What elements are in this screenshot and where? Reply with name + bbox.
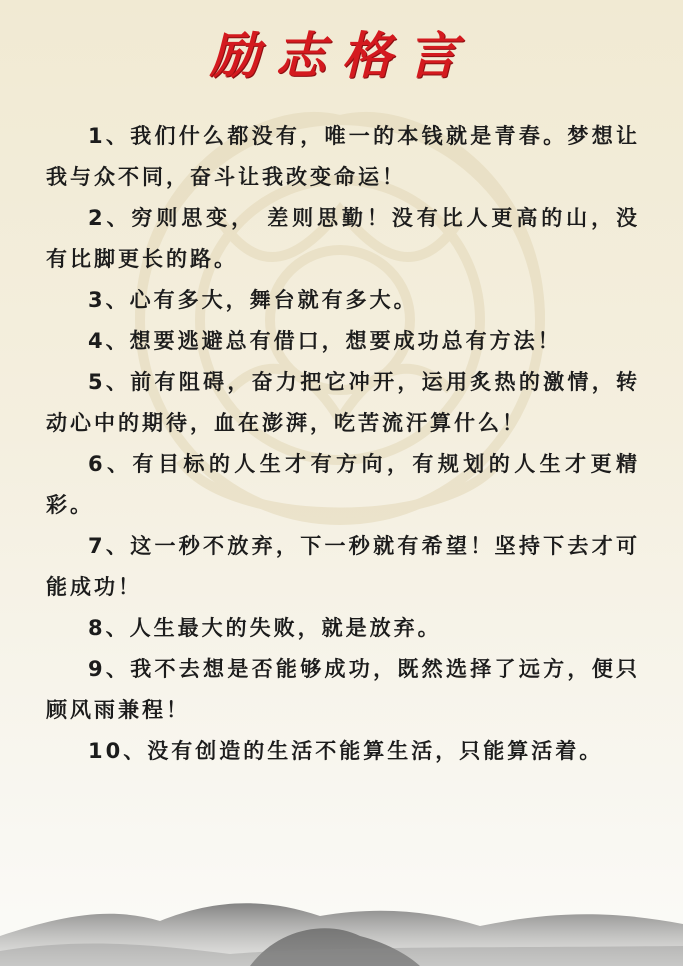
quote-item: 8、人生最大的失败，就是放弃。: [88, 616, 442, 640]
quote-item: 7、这一秒不放弃，下一秒就有希望！坚持下去才可能成功！: [46, 534, 640, 599]
page-title: 励志格言: [209, 26, 474, 85]
ink-mountains-decoration: [0, 866, 683, 966]
quote-item: 5、前有阻碍，奋力把它冲开，运用炙热的激情，转动心中的期待，血在澎湃，吃苦流汗算什么！: [46, 370, 640, 435]
quote-item: 3、心有多大，舞台就有多大。: [88, 288, 418, 312]
quote-item: 9、我不去想是否能够成功，既然选择了远方，便只顾风雨兼程！: [46, 657, 640, 722]
quote-item: 10、没有创造的生活不能算生活，只能算活着。: [88, 739, 604, 763]
quote-item: 6、有目标的人生才有方向，有规划的人生才更精彩。: [46, 452, 640, 517]
quote-list: [46, 116, 640, 772]
quote-item: 1、我们什么都没有，唯一的本钱就是青春。梦想让我与众不同，奋斗让我改变命运！: [46, 124, 640, 189]
quote-item: 4、想要逃避总有借口，想要成功总有方法！: [88, 329, 562, 353]
quote-item: 2、穷则思变， 差则思勤！没有比人更高的山，没有比脚更长的路。: [46, 206, 640, 271]
